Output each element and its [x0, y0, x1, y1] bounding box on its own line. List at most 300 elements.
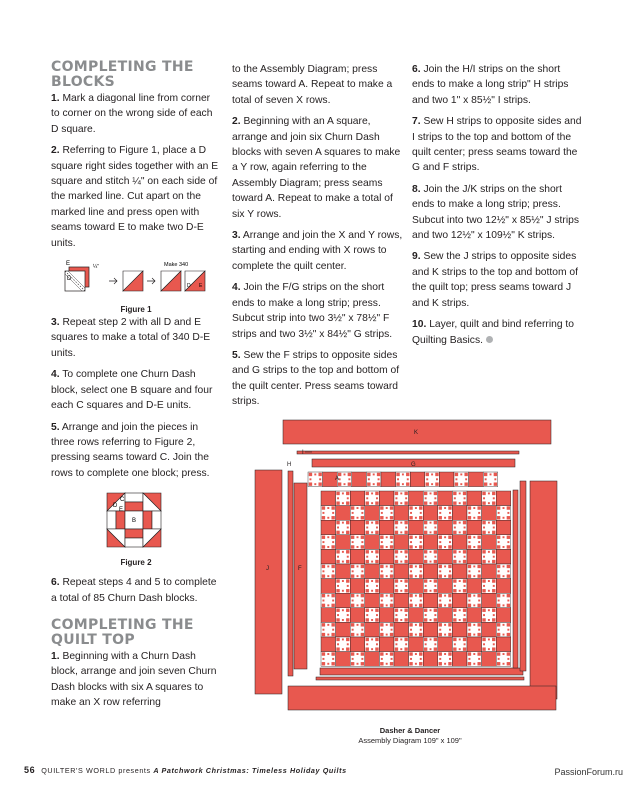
churn-dash-corner [395, 501, 398, 504]
churn-dash-side [444, 507, 446, 509]
churn-dash-side [498, 600, 500, 602]
churn-dash-side [381, 629, 383, 631]
a-square [365, 564, 380, 579]
churn-dash-corner [361, 536, 364, 539]
churn-dash-side [400, 619, 402, 621]
churn-dash-corner [439, 594, 442, 597]
churn-dash-corner [395, 521, 398, 524]
diagram-caption-sub: Assembly Diagram 109" x 109" [358, 736, 462, 745]
churn-dash-side [444, 663, 446, 665]
churn-dash-corner [380, 604, 383, 607]
churn-dash-side [488, 531, 490, 533]
a-square [438, 579, 453, 594]
churn-dash-corner [367, 482, 370, 485]
churn-dash-side [366, 556, 368, 558]
churn-dash-corner [366, 589, 369, 592]
churn-dash-side [376, 643, 378, 645]
churn-dash-corner [463, 647, 466, 650]
a-square [482, 535, 497, 550]
churn-dash-corner [477, 594, 480, 597]
churn-dash-corner [322, 536, 325, 539]
churn-dash-side [322, 658, 324, 660]
churn-dash-corner [336, 521, 339, 524]
churn-dash-side [473, 575, 475, 577]
churn-dash-side [468, 629, 470, 631]
churn-dash-corner [463, 531, 466, 534]
churn-dash-side [485, 478, 487, 480]
churn-dash-corner [366, 638, 369, 641]
a-square [423, 564, 438, 579]
churn-dash-side [449, 541, 451, 543]
churn-dash-side [498, 629, 500, 631]
a-square [336, 506, 351, 521]
churn-dash-corner [380, 506, 383, 509]
churn-dash-side [468, 570, 470, 572]
churn-dash-corner [468, 652, 471, 655]
churn-dash-side [347, 643, 349, 645]
churn-dash-corner [380, 545, 383, 548]
churn-dash-corner [494, 482, 497, 485]
churn-dash-corner [477, 536, 480, 539]
churn-dash-corner [336, 560, 339, 563]
churn-dash-corner [468, 536, 471, 539]
churn-dash-corner [419, 536, 422, 539]
churn-dash-side [473, 536, 475, 538]
churn-dash-corner [351, 652, 354, 655]
churn-dash-corner [497, 662, 500, 665]
churn-dash-corner [477, 652, 480, 655]
churn-dash-corner [468, 623, 471, 626]
churn-dash-corner [477, 623, 480, 626]
churn-dash-corner [434, 618, 437, 621]
churn-dash-corner [351, 506, 354, 509]
churn-dash-side [361, 541, 363, 543]
churn-dash-corner [361, 545, 364, 548]
churn-dash-corner [497, 633, 500, 636]
churn-dash-side [459, 502, 461, 504]
churn-dash-side [430, 590, 432, 592]
churn-dash-corner [439, 604, 442, 607]
churn-dash-corner [366, 647, 369, 650]
churn-dash-side [395, 585, 397, 587]
churn-dash-corner [361, 623, 364, 626]
churn-dash-side [400, 531, 402, 533]
churn-dash-side [430, 522, 432, 524]
churn-dash-corner [435, 473, 438, 476]
churn-dash-corner [361, 633, 364, 636]
churn-dash-corner [380, 662, 383, 665]
churn-dash-side [444, 624, 446, 626]
churn-dash-side [391, 541, 393, 543]
churn-dash-corner [453, 609, 456, 612]
churn-dash-side [397, 478, 399, 480]
label-h: H [287, 462, 292, 468]
churn-dash-side [322, 629, 324, 631]
churn-dash-side [449, 570, 451, 572]
churn-dash-corner [463, 579, 466, 582]
churn-dash-corner [439, 623, 442, 626]
fig1-make-label: Make 340 [164, 262, 189, 269]
churn-dash-corner [464, 473, 467, 476]
churn-dash-corner [477, 506, 480, 509]
churn-dash-side [464, 614, 466, 616]
churn-dash-corner [492, 647, 495, 650]
churn-dash-side [468, 658, 470, 660]
strip-h-left [288, 471, 293, 676]
churn-dash-corner [424, 521, 427, 524]
churn-dash-side [337, 556, 339, 558]
churn-dash-corner [468, 574, 471, 577]
churn-dash-side [439, 658, 441, 660]
churn-dash-side [449, 629, 451, 631]
churn-dash-side [503, 634, 505, 636]
churn-dash-side [430, 492, 432, 494]
churn-dash-side [434, 527, 436, 529]
churn-dash-side [444, 575, 446, 577]
churn-dash-corner [361, 506, 364, 509]
churn-dash-corner [409, 633, 412, 636]
step-t4: 4. Join the F/G strips on the short ends to make a long strip; press. Subcut strip into two 3½" x 78½" F strips and two 3½" x 84½" G strips. [232, 282, 393, 340]
churn-dash-corner [390, 652, 393, 655]
churn-dash-corner [468, 565, 471, 568]
churn-dash-side [342, 580, 344, 582]
churn-dash-corner [375, 618, 378, 621]
churn-dash-side [478, 629, 480, 631]
churn-dash-corner [434, 501, 437, 504]
churn-dash-corner [351, 604, 354, 607]
churn-dash-side [415, 663, 417, 665]
footer-magazine: QUILTER'S WORLD presents [41, 766, 151, 775]
churn-dash-corner [482, 579, 485, 582]
churn-dash-side [337, 614, 339, 616]
churn-dash-corner [346, 501, 349, 504]
churn-dash-side [430, 561, 432, 563]
section-heading-completing-top: COMPLETING THE QUILT TOP [51, 616, 194, 648]
churn-dash-corner [406, 482, 409, 485]
churn-dash-side [371, 609, 373, 611]
churn-dash-corner [395, 550, 398, 553]
churn-dash-corner [331, 652, 334, 655]
churn-dash-corner [439, 652, 442, 655]
churn-dash-side [391, 600, 393, 602]
churn-dash-corner [322, 662, 325, 665]
churn-dash-corner [322, 565, 325, 568]
churn-dash-corner [322, 516, 325, 519]
churn-dash-corner [404, 550, 407, 553]
churn-dash-side [493, 497, 495, 499]
churn-dash-side [327, 634, 329, 636]
churn-dash-side [473, 624, 475, 626]
a-square [409, 637, 424, 652]
churn-dash-corner [409, 574, 412, 577]
churn-dash-corner [375, 560, 378, 563]
churn-dash-side [464, 585, 466, 587]
a-square [496, 579, 511, 594]
churn-dash-side [473, 634, 475, 636]
churn-dash-corner [463, 521, 466, 524]
churn-dash-side [357, 663, 359, 665]
svg-text:D: D [187, 283, 191, 290]
fig1-label-d: D [67, 276, 72, 283]
a-square [423, 593, 438, 608]
churn-dash-side [342, 648, 344, 650]
a-square [438, 491, 453, 506]
a-square [394, 564, 409, 579]
churn-dash-side [381, 658, 383, 660]
churn-dash-side [337, 497, 339, 499]
churn-dash-corner [492, 609, 495, 612]
churn-dash-corner [477, 516, 480, 519]
a-square [438, 637, 453, 652]
churn-dash-side [454, 556, 456, 558]
churn-dash-side [444, 536, 446, 538]
churn-dash-side [431, 483, 433, 485]
churn-dash-corner [322, 633, 325, 636]
a-square [423, 652, 438, 667]
churn-dash-side [468, 541, 470, 543]
churn-dash-corner [434, 579, 437, 582]
churn-dash-corner [463, 550, 466, 553]
a-square [467, 491, 482, 506]
churn-dash-side [361, 629, 363, 631]
label-a: A [335, 476, 340, 482]
churn-dash-corner [404, 579, 407, 582]
churn-dash-side [459, 609, 461, 611]
churn-dash-corner [507, 516, 510, 519]
churn-dash-side [410, 658, 412, 660]
churn-dash-corner [346, 638, 349, 641]
a-square [439, 472, 454, 487]
churn-dash-side [459, 561, 461, 563]
churn-dash-side [430, 502, 432, 504]
a-square [336, 622, 351, 637]
churn-dash-side [488, 619, 490, 621]
churn-dash-corner [434, 531, 437, 534]
a-square [365, 622, 380, 637]
churn-dash-corner [390, 604, 393, 607]
footer-title: A Patchwork Christmas: Timeless Holiday Quilts [153, 766, 347, 775]
churn-dash-side [507, 600, 509, 602]
churn-dash-side [507, 629, 509, 631]
churn-dash-side [371, 638, 373, 640]
churn-dash-side [415, 634, 417, 636]
churn-dash-corner [377, 482, 380, 485]
churn-dash-side [400, 648, 402, 650]
churn-dash-corner [448, 594, 451, 597]
churn-dash-corner [453, 550, 456, 553]
churn-dash-corner [482, 501, 485, 504]
churn-dash-corner [395, 492, 398, 495]
churn-dash-side [503, 546, 505, 548]
churn-dash-corner [380, 536, 383, 539]
churn-dash-corner [409, 623, 412, 626]
churn-dash-corner [322, 604, 325, 607]
churn-dash-side [488, 502, 490, 504]
strip-i-bottom [316, 677, 524, 680]
churn-dash-corner [375, 638, 378, 641]
churn-dash-corner [448, 516, 451, 519]
churn-dash-corner [404, 609, 407, 612]
churn-dash-corner [482, 647, 485, 650]
churn-dash-corner [380, 652, 383, 655]
churn-dash-corner [482, 609, 485, 612]
churn-dash-side [395, 497, 397, 499]
churn-dash-side [357, 536, 359, 538]
diagram-caption-title: Dasher & Dancer [379, 726, 441, 735]
churn-dash-side [493, 585, 495, 587]
a-square [394, 622, 409, 637]
churn-dash-corner [404, 492, 407, 495]
churn-dash-side [478, 600, 480, 602]
churn-dash-side [405, 643, 407, 645]
churn-dash-side [314, 483, 316, 485]
a-square [452, 652, 467, 667]
churn-dash-side [449, 658, 451, 660]
churn-dash-corner [468, 516, 471, 519]
step-b2: 2. Referring to Figure 1, place a D square right sides together with an E square and stitch ¼" on each side of the marked line. Cut apart on the marked line and press open with seams toward E to make two D-E units. [51, 145, 219, 249]
churn-dash-corner [424, 560, 427, 563]
churn-dash-side [473, 517, 475, 519]
churn-dash-side [405, 497, 407, 499]
churn-dash-corner [366, 618, 369, 621]
churn-dash-corner [492, 579, 495, 582]
churn-dash-corner [322, 506, 325, 509]
churn-dash-corner [453, 560, 456, 563]
churn-dash-corner [419, 574, 422, 577]
churn-dash-side [420, 541, 422, 543]
a-square [394, 652, 409, 667]
churn-dash-corner [331, 506, 334, 509]
churn-dash-corner [409, 604, 412, 607]
churn-dash-corner [439, 536, 442, 539]
a-square [394, 506, 409, 521]
churn-dash-corner [419, 565, 422, 568]
churn-dash-corner [331, 594, 334, 597]
churn-dash-corner [463, 618, 466, 621]
churn-dash-corner [434, 521, 437, 524]
churn-dash-side [459, 522, 461, 524]
churn-dash-side [400, 580, 402, 582]
churn-dash-side [459, 638, 461, 640]
a-square [409, 608, 424, 623]
churn-dash-side [490, 483, 492, 485]
churn-dash-corner [507, 545, 510, 548]
churn-dash-side [498, 570, 500, 572]
churn-dash-corner [390, 565, 393, 568]
churn-dash-side [460, 473, 462, 475]
churn-dash-side [444, 604, 446, 606]
churn-dash-corner [453, 618, 456, 621]
churn-dash-side [332, 629, 334, 631]
churn-dash-side [319, 478, 321, 480]
churn-dash-corner [453, 501, 456, 504]
churn-dash-corner [396, 482, 399, 485]
churn-dash-side [386, 565, 388, 567]
churn-dash-side [478, 658, 480, 660]
a-square [379, 549, 394, 564]
churn-dash-corner [419, 662, 422, 665]
churn-dash-side [371, 561, 373, 563]
churn-dash-side [483, 614, 485, 616]
churn-dash-corner [404, 501, 407, 504]
churn-dash-corner [434, 647, 437, 650]
churn-dash-side [507, 512, 509, 514]
a-square [496, 491, 511, 506]
churn-dash-side [439, 570, 441, 572]
churn-dash-corner [375, 550, 378, 553]
churn-dash-side [503, 595, 505, 597]
churn-dash-corner [346, 647, 349, 650]
a-square [482, 564, 497, 579]
a-square [321, 608, 336, 623]
label-i: I [302, 450, 304, 456]
churn-dash-side [430, 551, 432, 553]
churn-dash-side [449, 600, 451, 602]
churn-dash-corner [322, 652, 325, 655]
churn-dash-corner [468, 604, 471, 607]
churn-dash-side [371, 492, 373, 494]
page-number: 56 [24, 765, 36, 775]
a-square [321, 637, 336, 652]
churn-dash-corner [366, 521, 369, 524]
churn-dash-corner [346, 531, 349, 534]
churn-dash-side [410, 541, 412, 543]
churn-dash-corner [395, 618, 398, 621]
step-t7: 7. Sew H strips to opposite sides and I strips to the top and bottom of the quilt center; press seams toward the G and F strips. [412, 116, 582, 174]
churn-dash-corner [331, 633, 334, 636]
churn-dash-side [430, 638, 432, 640]
churn-dash-corner [492, 560, 495, 563]
churn-dash-corner [346, 521, 349, 524]
churn-dash-corner [435, 482, 438, 485]
a-square [409, 491, 424, 506]
churn-dash-side [347, 527, 349, 529]
churn-dash-side [314, 473, 316, 475]
a-square [496, 608, 511, 623]
step-t1-continued: to the Assembly Diagram; press seams toward A. Repeat to make a total of seven X rows. [232, 64, 393, 106]
churn-dash-side [464, 497, 466, 499]
churn-dash-side [405, 585, 407, 587]
churn-dash-side [407, 478, 409, 480]
a-square [452, 622, 467, 637]
a-square [350, 549, 365, 564]
churn-dash-corner [434, 492, 437, 495]
churn-dash-side [371, 551, 373, 553]
a-square [350, 520, 365, 535]
churn-dash-side [488, 580, 490, 582]
churn-dash-corner [361, 662, 364, 665]
churn-dash-corner [463, 638, 466, 641]
churn-dash-corner [336, 501, 339, 504]
churn-dash-side [468, 512, 470, 514]
churn-dash-side [488, 590, 490, 592]
churn-dash-side [378, 478, 380, 480]
churn-dash-side [493, 556, 495, 558]
a-square [336, 593, 351, 608]
churn-dash-side [493, 643, 495, 645]
churn-dash-corner [439, 545, 442, 548]
churn-dash-side [400, 590, 402, 592]
churn-dash-corner [507, 623, 510, 626]
churn-dash-side [366, 585, 368, 587]
churn-dash-side [425, 527, 427, 529]
churn-dash-corner [448, 604, 451, 607]
churn-dash-corner [453, 647, 456, 650]
churn-dash-corner [377, 473, 380, 476]
churn-dash-side [386, 507, 388, 509]
churn-dash-side [444, 595, 446, 597]
diagram-caption [285, 726, 535, 746]
